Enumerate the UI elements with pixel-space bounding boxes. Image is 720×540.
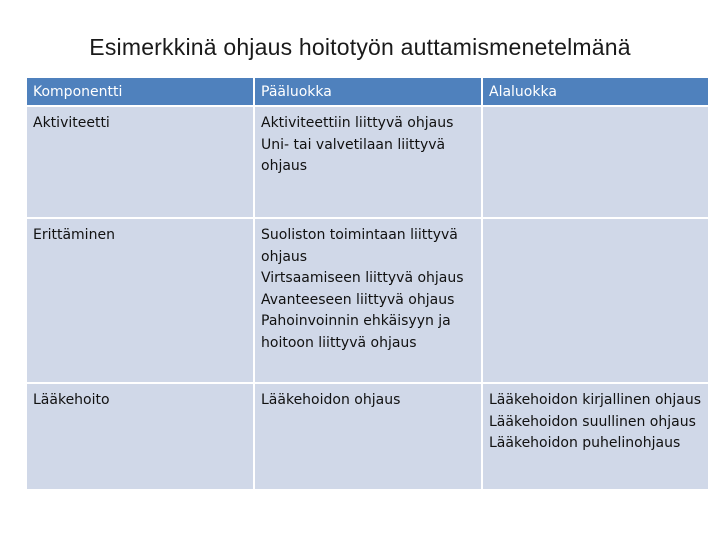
- cell-komponentti: Lääkehoito: [27, 383, 254, 490]
- cell-komponentti: Aktiviteetti: [27, 106, 254, 218]
- slide-title: Esimerkkinä ohjaus hoitotyön auttamismenetelmänä: [89, 34, 631, 60]
- paaluokka-item: Avanteeseen liittyvä ohjaus: [261, 291, 455, 308]
- paaluokka-item: Aktiviteettiin liittyvä ohjaus: [261, 115, 454, 131]
- paaluokka-item: Uni- tai valvetilaan liittyvä ohjaus: [261, 136, 446, 175]
- cell-paaluokka: [254, 106, 482, 218]
- alaluokka-item: Lääkehoidon puhelinohjaus: [489, 435, 681, 452]
- paaluokka-item: Virtsaamiseen liittyvä ohjaus: [261, 270, 464, 287]
- cell-alaluokka: [482, 218, 708, 383]
- alaluokka-item: Lääkehoidon suullinen ohjaus: [489, 413, 696, 430]
- paaluokka-item: Lääkehoidon ohjaus: [261, 392, 401, 408]
- cell-paaluokka: [254, 383, 482, 490]
- paaluokka-item: Pahoinvoinnin ehkäisyyn ja hoitoon liittyvä ohjaus: [261, 313, 451, 351]
- table-row: [27, 383, 708, 490]
- header-paaluokka: Pääluokka: [254, 78, 482, 106]
- cell-alaluokka: [482, 106, 708, 218]
- cell-alaluokka: [482, 383, 708, 490]
- cell-komponentti: Erittäminen: [27, 218, 254, 383]
- paaluokka-item: Suoliston toimintaan liittyvä ohjaus: [261, 227, 458, 265]
- alaluokka-item: Lääkehoidon kirjallinen ohjaus: [489, 392, 702, 408]
- cell-paaluokka: [254, 218, 482, 383]
- table-row: [27, 106, 708, 218]
- table-row: [27, 218, 708, 383]
- table-header-row: [27, 78, 708, 106]
- header-komponentti: Komponentti: [27, 78, 254, 106]
- classification-table: [27, 78, 708, 491]
- header-alaluokka: Alaluokka: [482, 78, 708, 106]
